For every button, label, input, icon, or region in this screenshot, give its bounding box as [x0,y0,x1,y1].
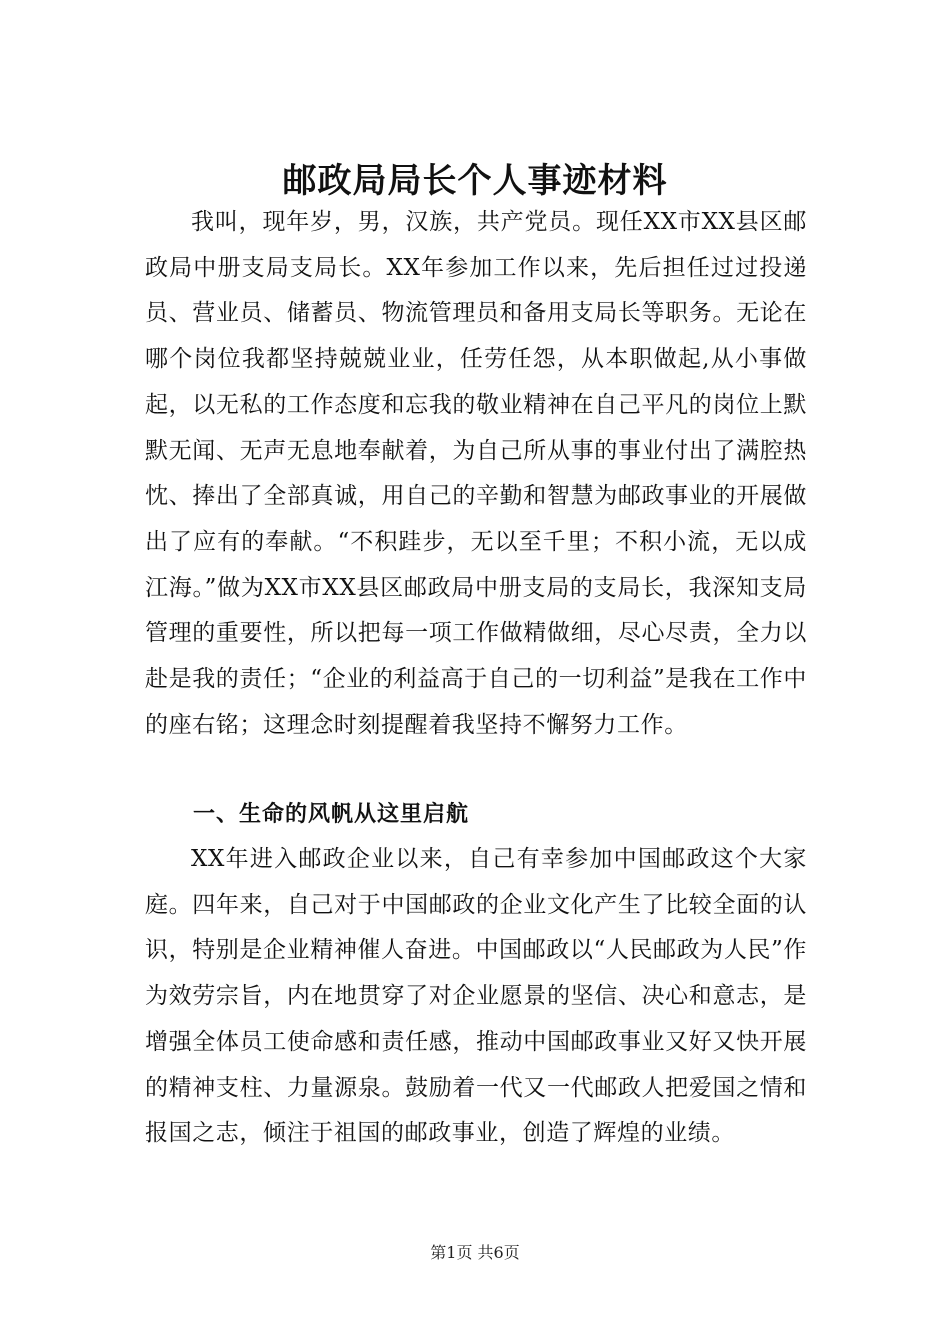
page-footer: 第1页 共6页 [430,1243,520,1262]
paragraph-section-one: XX年进入邮政企业以来，自己有幸参加中国邮政这个大家庭。四年来，自己对于中国邮政的企业文化产生了比较全面的认识，特别是企业精神催人奋进。中国邮政以“人民邮政为人民”作为效劳宗旨，内在地贯穿了对企业愿景的坚信、决心和意志，是增强全体员工使命感和责任感，推动中国邮政事业又好又快开展的精神支柱、力量源泉。鼓励着一代又一代邮政人把爱国之情和报国之志，倾注于祖国的邮政事业，创造了辉煌的业绩。 [145,846,807,1147]
paragraph-intro: 我叫，现年岁，男，汉族，共产党员。现任XX市XX县区邮政局中册支局支局长。XX年参加工作以来，先后担任过过投递员、营业员、储蓄员、物流管理员和备用支局长等职务。无论在哪个岗位我都坚持兢兢业业，任劳任怨，从本职做起,从小事做起，以无私的工作态度和忘我的敬业精神在自己平凡的岗位上默默无闻、无声无息地奉献着，为自己所从事的事业付出了满腔热忱、捧出了全部真诚，用自己的辛勤和智慧为邮政事业的开展做出了应有的奉献。“不积跬步，无以至千里；不积小流，无以成江海。”做为XX市XX县区邮政局中册支局的支局长，我深知支局管理的重要性，所以把每一项工作做精做细，尽心尽责，全力以赴是我的责任；“企业的利益高于自己的一切利益”是我在工作中的座右铭；这理念时刻提醒着我坚持不懈努力工作。 [145,209,807,738]
section-heading: 一、生命的风帆从这里启航 [193,802,470,827]
document-title: 邮政局局长个人事迹材料 [282,160,668,201]
